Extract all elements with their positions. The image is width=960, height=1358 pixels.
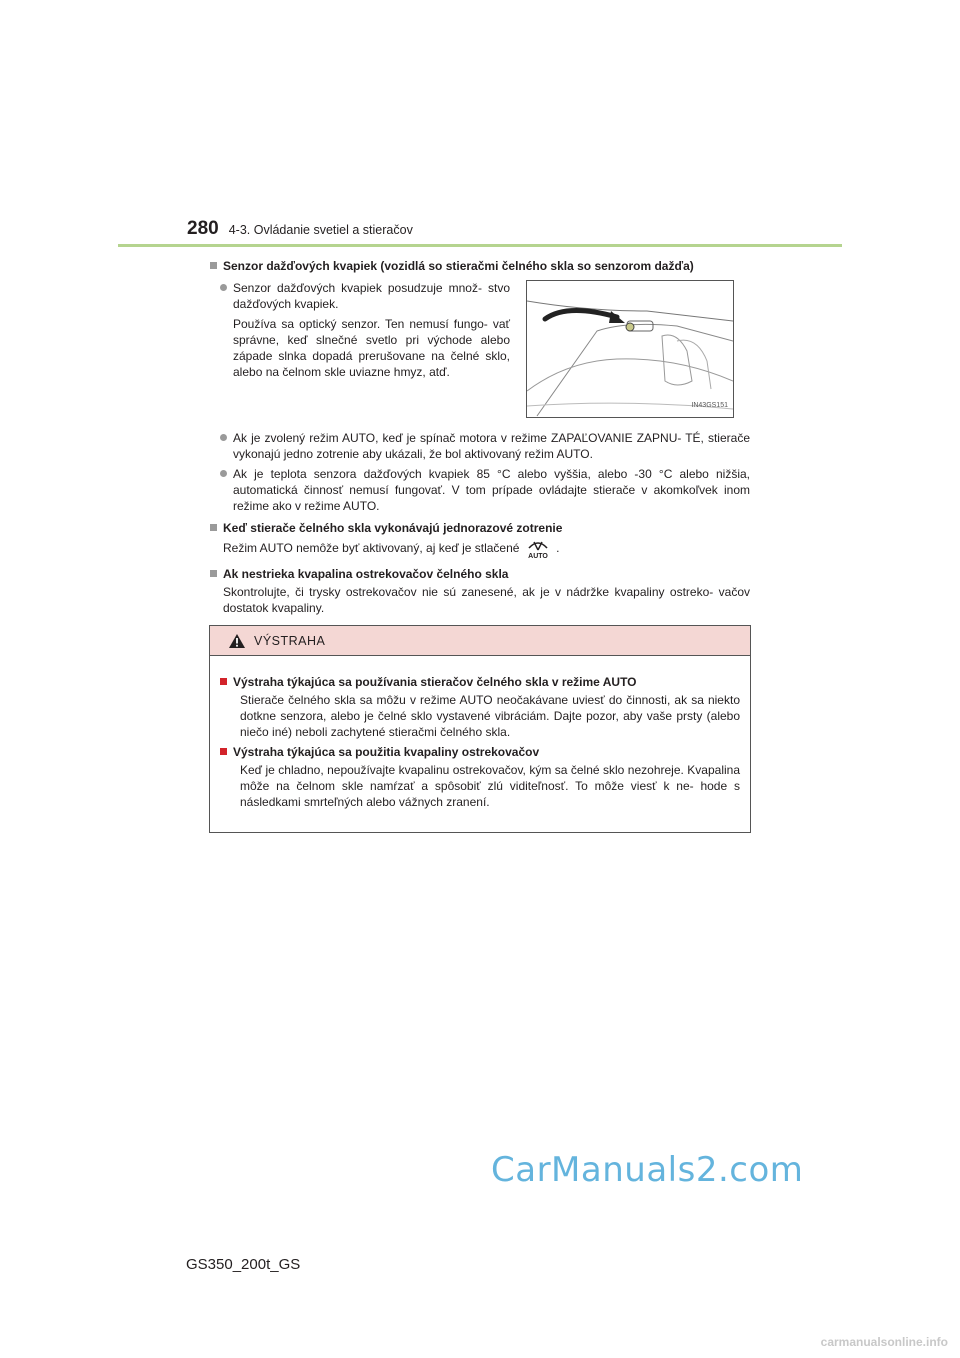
- chapter-title: 4-3. Ovládanie svetiel a stieračov: [228, 223, 413, 237]
- page-number: 280: [187, 218, 219, 239]
- sensor-row: [210, 278, 750, 418]
- list-item: [220, 466, 750, 514]
- warning-box: [209, 625, 751, 833]
- warning-item-heading: [220, 674, 740, 690]
- paragraph-text: Režim AUTO nemôže byť aktivovaný, aj keď je stlačené: [223, 541, 520, 556]
- section-title: Keď stierače čelného skla vykonávajú jednorazové zotrenie: [223, 521, 563, 535]
- section-title: Ak nestrieka kvapalina ostrekovačov čelného skla: [223, 567, 509, 581]
- warning-item-title: Výstraha týkajúca sa používania stieračov čelného skla v režime AUTO: [233, 675, 637, 689]
- warning-triangle-icon: [228, 633, 246, 649]
- auto-wiper-icon: [525, 538, 551, 560]
- square-bullet-icon: [210, 524, 217, 531]
- watermark-carmanuals2: CarManuals2.com: [491, 1150, 804, 1190]
- sensor-text-column: [210, 278, 510, 418]
- car-interior-illustration: [527, 281, 733, 417]
- circle-bullet-icon: [220, 434, 227, 441]
- circle-bullet-icon: [220, 284, 227, 291]
- bullet-text: Ak je teplota senzora dažďových kvapiek 85 °C alebo vyššia, alebo -30 °C alebo nižšia, automatická činnosť nemusí fungovať. V tom prípade ovládajte stierače v akomkoľvek inom režime ako v režime AUTO.: [233, 467, 750, 513]
- list-item: [220, 280, 510, 312]
- warning-header: [210, 626, 750, 656]
- paragraph-text-end: .: [556, 541, 560, 556]
- header-rule: [118, 244, 842, 247]
- section-rain-sensor-heading: [210, 258, 750, 274]
- section-single-wipe-heading: [210, 520, 750, 536]
- circle-bullet-icon: [220, 470, 227, 477]
- footer-model-code: GS350_200t_GS: [186, 1256, 301, 1273]
- list-item: [220, 430, 750, 462]
- warning-item-heading: [220, 744, 740, 760]
- bullet-paragraph: Používa sa optický senzor. Ten nemusí fungo- vať správne, keď slnečné svetlo pri východe alebo západe slnka dopadá prerušovane na čelné sklo, alebo na čelnom skle uviazne hmyz, atď.: [233, 317, 510, 379]
- bullet-text: Senzor dažďových kvapiek posudzuje množ- stvo dažďových kvapiek.: [233, 281, 510, 311]
- page-header: [187, 218, 413, 240]
- section-paragraph: [223, 538, 750, 560]
- square-bullet-icon: [210, 262, 217, 269]
- section-paragraph: Skontrolujte, či trysky ostrekovačov nie sú zanesené, ak je v nádržke kvapaliny ostreko- vačov dostatok kvapaliny.: [223, 585, 750, 615]
- auto-icon-label: AUTO: [527, 553, 548, 560]
- warning-body: [210, 656, 750, 810]
- warning-item-title: Výstraha týkajúca sa použitia kvapaliny ostrekovačov: [233, 745, 540, 759]
- warning-item-text: Keď je chladno, nepoužívajte kvapalinu ostrekovačov, kým sa čelné sklo nezohreje. Kvapalina môže na čelnom skle namŕzať a spôsobiť zlú viditeľnosť. To môže viesť k ne- hode s následkami smrteľných alebo vážnych zranení.: [240, 763, 740, 809]
- red-square-bullet-icon: [220, 748, 227, 755]
- square-bullet-icon: [210, 570, 217, 577]
- red-square-bullet-icon: [220, 678, 227, 685]
- bullet-text: Ak je zvolený režim AUTO, keď je spínač motora v režime ZAPAĽOVANIE ZAPNU- TÉ, stierače vykonajú jedno zotrenie aby ukázali, že bol aktivovaný režim AUTO.: [233, 431, 750, 461]
- section-title: Senzor dažďových kvapiek (vozidlá so stieračmi čelného skla so senzorom dažďa): [223, 259, 694, 273]
- watermark-carmanualsonline: carmanualsonline.info: [820, 1335, 948, 1349]
- main-content: [210, 258, 750, 616]
- windshield-sensor-figure: [526, 280, 734, 418]
- figure-code: IN43GS151: [691, 402, 728, 409]
- warning-item-text: Stierače čelného skla sa môžu v režime AUTO neočakávane uviesť do činnosti, ak sa niekto dotkne senzora, alebo je čelné sklo vystavené vibráciám. Dajte pozor, aby vaše prsty (alebo niečo iné) neboli zachytené stieračmi čelného skla.: [240, 693, 740, 739]
- section-washer-heading: [210, 566, 750, 582]
- warning-heading: VÝSTRAHA: [254, 633, 326, 648]
